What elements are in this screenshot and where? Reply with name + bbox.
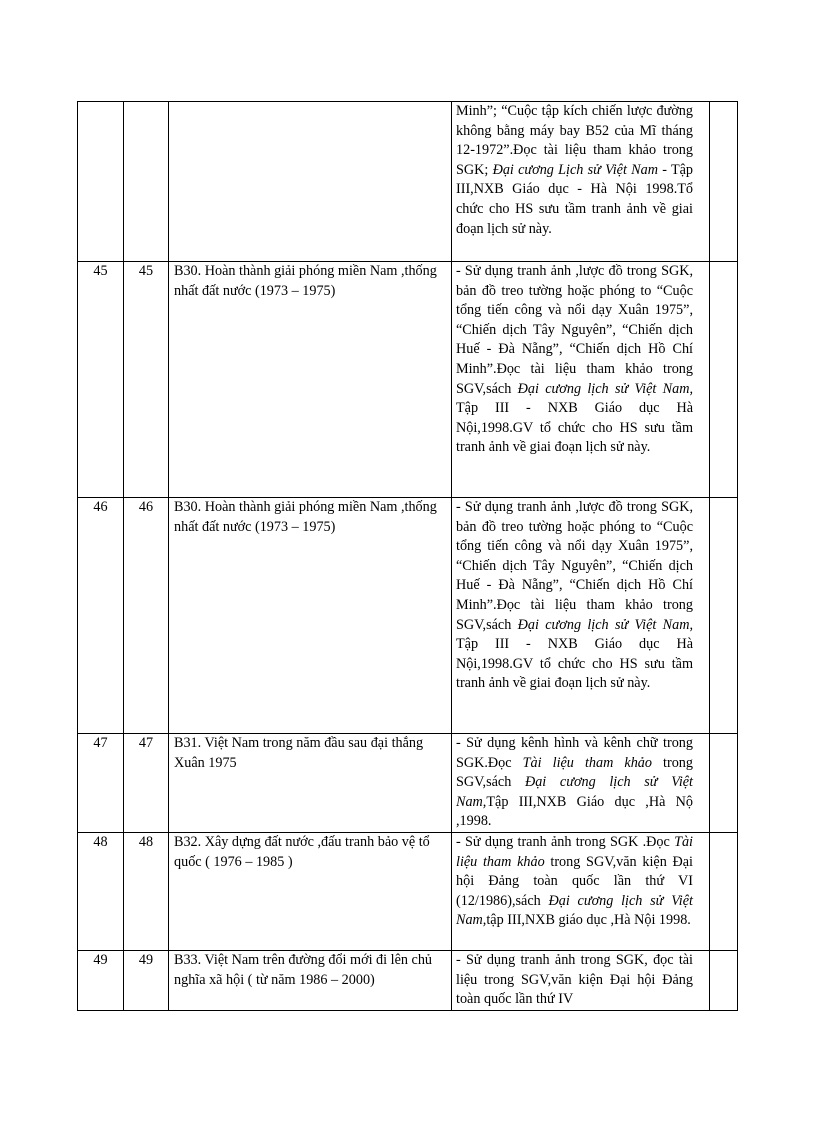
italic-reference: Đại cương lịch sử Việt Nam, — [517, 616, 693, 633]
activity-text: - Sử dụng tranh ảnh trong SGK .Đọc — [456, 833, 675, 850]
lesson-title-cell: B31. Việt Nam trong năm đầu sau đại thắng Xuân 1975 — [169, 734, 452, 833]
week-cell: 47 — [78, 734, 124, 833]
note-cell — [710, 832, 738, 950]
italic-reference: Đại cương lịch sử Việt Nam, — [517, 380, 693, 397]
period-cell: 46 — [124, 498, 169, 734]
period-cell: 49 — [124, 950, 169, 1010]
activity-text: Tập III - NXB Giáo dục Hà Nội,1998.GV tổ chức cho HS sưu tầm tranh ảnh về giai đoạn lịch sử này. — [456, 400, 693, 456]
teaching-aids-cell — [452, 498, 710, 734]
activity-text: tập III,NXB giáo dục ,Hà Nội 1998. — [486, 912, 691, 929]
activity-text: trong SGV,văn kiện Đại hội Đảng toàn quốc lần thứ VI (12/1986),sách — [456, 853, 693, 909]
italic-reference: Tài liệu tham khảo — [456, 833, 693, 870]
activity-text: Minh”; “Cuộc tập kích chiến lược đường không bằng máy bay B52 của Mĩ tháng 12-1972”.Đọc tài liệu tham khảo trong SGK; — [456, 103, 693, 178]
activity-text: - Tập III,NXB Giáo dục - Hà Nội 1998.Tổ chức cho HS sưu tầm tranh ảnh về giai đoạn lịch sử này. — [456, 161, 694, 237]
period-cell: 45 — [124, 262, 169, 498]
week-cell: 48 — [78, 832, 124, 950]
activity-text: - Sử dụng tranh ảnh trong SGK, đọc tài liệu trong SGV,văn kiện Đại hội Đảng toàn quốc lần thứ IV — [456, 951, 693, 1008]
teaching-aids-cell — [452, 262, 710, 498]
note-cell — [710, 262, 738, 498]
week-cell: 49 — [78, 950, 124, 1010]
teaching-aids-cell — [452, 950, 710, 1010]
note-cell — [710, 734, 738, 833]
activity-text: Tập III - NXB Giáo dục Hà Nội,1998.GV tổ chức cho HS sưu tầm tranh ảnh về giai đoạn lịch sử này. — [456, 636, 693, 692]
italic-reference: Đại cương lịch sử Việt Nam, — [456, 892, 693, 929]
teaching-aids-cell — [452, 734, 710, 833]
lesson-title-cell — [169, 102, 452, 262]
activity-text: - Sử dụng tranh ảnh ,lược đồ trong SGK, bản đồ treo tường hoặc phóng to “Cuộc tổng tiến công và nổi dạy Xuân 1975”, “Chiến dịch Tây Nguyên”, “Chiến dịch Huế - Đà Nẵng”, “Chiến dịch Hồ Chí Minh”.Đọc tài liệu tham khảo trong SGV,sách — [456, 499, 693, 633]
lesson-plan-table — [77, 101, 738, 1011]
table-row — [78, 498, 738, 734]
teaching-aids-cell — [452, 102, 710, 262]
week-cell — [78, 102, 124, 262]
table-row — [78, 102, 738, 262]
note-cell — [710, 950, 738, 1010]
activity-text: trong SGV,sách — [456, 754, 693, 791]
period-cell — [124, 102, 169, 262]
table-body — [78, 102, 738, 1011]
note-cell — [710, 102, 738, 262]
teaching-aids-cell — [452, 832, 710, 950]
italic-reference: Đại cương lịch sử Việt Nam, — [456, 774, 693, 810]
activity-text: - Sử dụng tranh ảnh ,lược đồ trong SGK, bản đồ treo tường hoặc phóng to “Cuộc tổng tiến công và nổi dạy Xuân 1975”, “Chiến dịch Tây Nguyên”, “Chiến dịch Huế - Đà Nẵng”, “Chiến dịch Hồ Chí Minh”.Đọc tài liệu tham khảo trong SGV,sách — [456, 263, 693, 397]
week-cell: 46 — [78, 498, 124, 734]
table-row — [78, 262, 738, 498]
period-cell: 47 — [124, 734, 169, 833]
table-row — [78, 734, 738, 833]
activity-text: - Sử dụng kênh hình và kênh chữ trong SGK.Đọc — [456, 735, 693, 771]
lesson-title-cell: B33. Việt Nam trên đường đổi mới đi lên chủ nghĩa xã hội ( từ năm 1986 – 2000) — [169, 950, 452, 1010]
table-row — [78, 950, 738, 1010]
lesson-title-cell: B32. Xây dựng đất nước ,đấu tranh bảo vệ tổ quốc ( 1976 – 1985 ) — [169, 832, 452, 950]
italic-reference: Tài liệu tham khảo — [522, 754, 652, 771]
italic-reference: Đại cương Lịch sử Việt Nam — [492, 161, 658, 178]
period-cell: 48 — [124, 832, 169, 950]
note-cell — [710, 498, 738, 734]
activity-text: Tập III,NXB Giáo dục ,Hà Nộ ,1998. — [456, 793, 693, 830]
table-row — [78, 832, 738, 950]
lesson-title-cell: B30. Hoàn thành giải phóng miền Nam ,thống nhất đất nước (1973 – 1975) — [169, 498, 452, 734]
week-cell: 45 — [78, 262, 124, 498]
lesson-title-cell: B30. Hoàn thành giải phóng miền Nam ,thống nhất đất nước (1973 – 1975) — [169, 262, 452, 498]
